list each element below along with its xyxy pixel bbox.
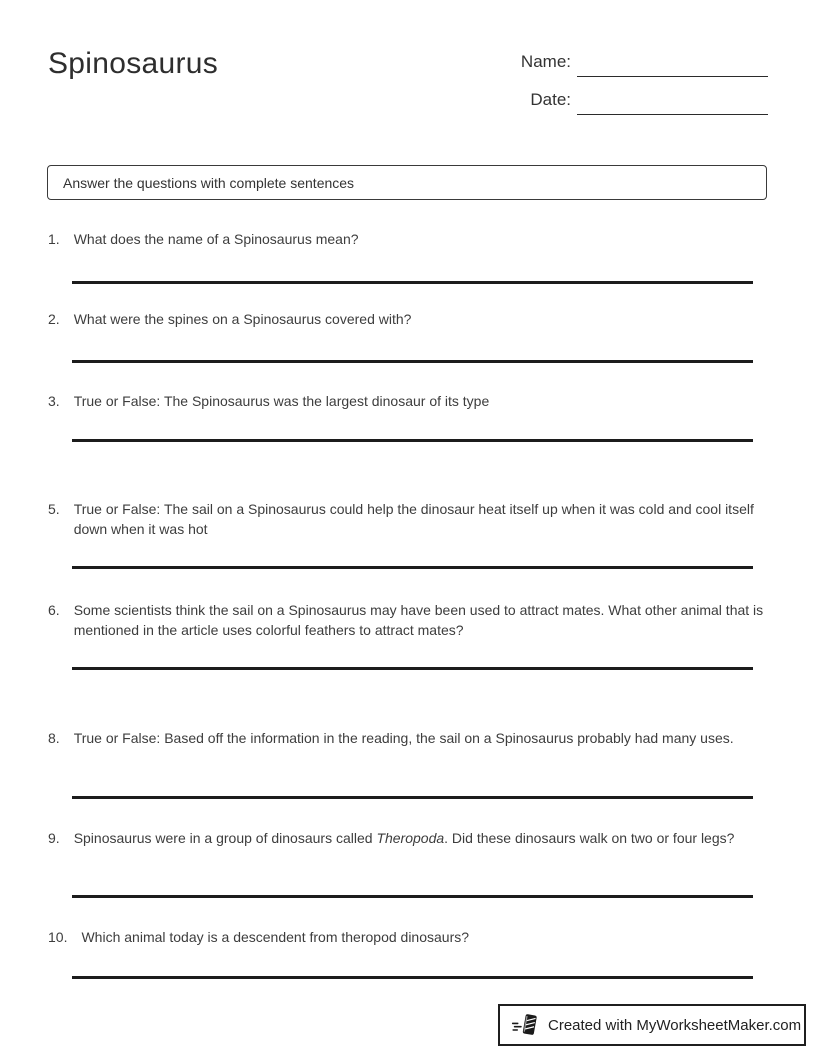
- question-text: True or False: Based off the information in the reading, the sail on a Spinosaurus probably had many uses.: [73, 730, 734, 746]
- question-text: What does the name of a Spinosaurus mean?: [73, 231, 359, 247]
- worksheet-maker-logo-icon: [511, 1011, 539, 1039]
- instructions-box: [47, 165, 767, 200]
- question-text: True or False: The sail on a Spinosaurus could help the dinosaur heat itself up when it was cold and cool itself down when it was hot: [73, 501, 754, 537]
- answer-line-3: [72, 439, 753, 442]
- answer-line-5: [72, 566, 753, 569]
- date-blank-line: [577, 114, 768, 115]
- answer-line-8: [72, 796, 753, 799]
- question-text: True or False: The Spinosaurus was the largest dinosaur of its type: [73, 393, 490, 409]
- question-number: 6.: [48, 602, 60, 618]
- question-1: [48, 230, 768, 250]
- question-text: Which animal today is a descendent from theropod dinosaurs?: [81, 929, 470, 945]
- credit-badge: [498, 1004, 806, 1046]
- credit-text: Created with MyWorksheetMaker.com: [548, 1016, 802, 1034]
- answer-line-6: [72, 667, 753, 670]
- question-text-pre: Spinosaurus were in a group of dinosaurs called: [73, 830, 377, 846]
- answer-line-1: [72, 281, 753, 284]
- page-title: Spinosaurus: [48, 47, 219, 80]
- question-number: 10.: [48, 929, 68, 945]
- question-number: 2.: [48, 311, 60, 327]
- question-5: [48, 500, 768, 539]
- question-10: [48, 928, 768, 948]
- instructions-text: Answer the questions with complete sentences: [63, 174, 355, 191]
- question-2: [48, 310, 768, 330]
- question-text: [74, 829, 768, 849]
- name-blank-line: [577, 76, 768, 77]
- question-3: [48, 392, 768, 412]
- question-number: 9.: [48, 830, 60, 846]
- question-text-italic: Theropoda: [376, 830, 445, 846]
- question-text: What were the spines on a Spinosaurus covered with?: [73, 311, 412, 327]
- question-text-post: . Did these dinosaurs walk on two or four legs?: [444, 830, 735, 846]
- question-number: 3.: [48, 393, 60, 409]
- question-number: 1.: [48, 231, 60, 247]
- answer-line-2: [72, 360, 753, 363]
- question-number: 8.: [48, 730, 60, 746]
- date-label: Date:: [530, 90, 571, 109]
- question-8: [48, 729, 768, 749]
- answer-line-9: [72, 895, 753, 898]
- question-number: 5.: [48, 501, 60, 517]
- name-label: Name:: [520, 52, 571, 71]
- answer-line-10: [72, 976, 753, 979]
- question-9: [48, 829, 768, 849]
- question-text: Some scientists think the sail on a Spinosaurus may have been used to attract mates. What other animal that is mentioned in the article uses colorful feathers to attract mates?: [73, 602, 764, 638]
- question-6: [48, 601, 768, 640]
